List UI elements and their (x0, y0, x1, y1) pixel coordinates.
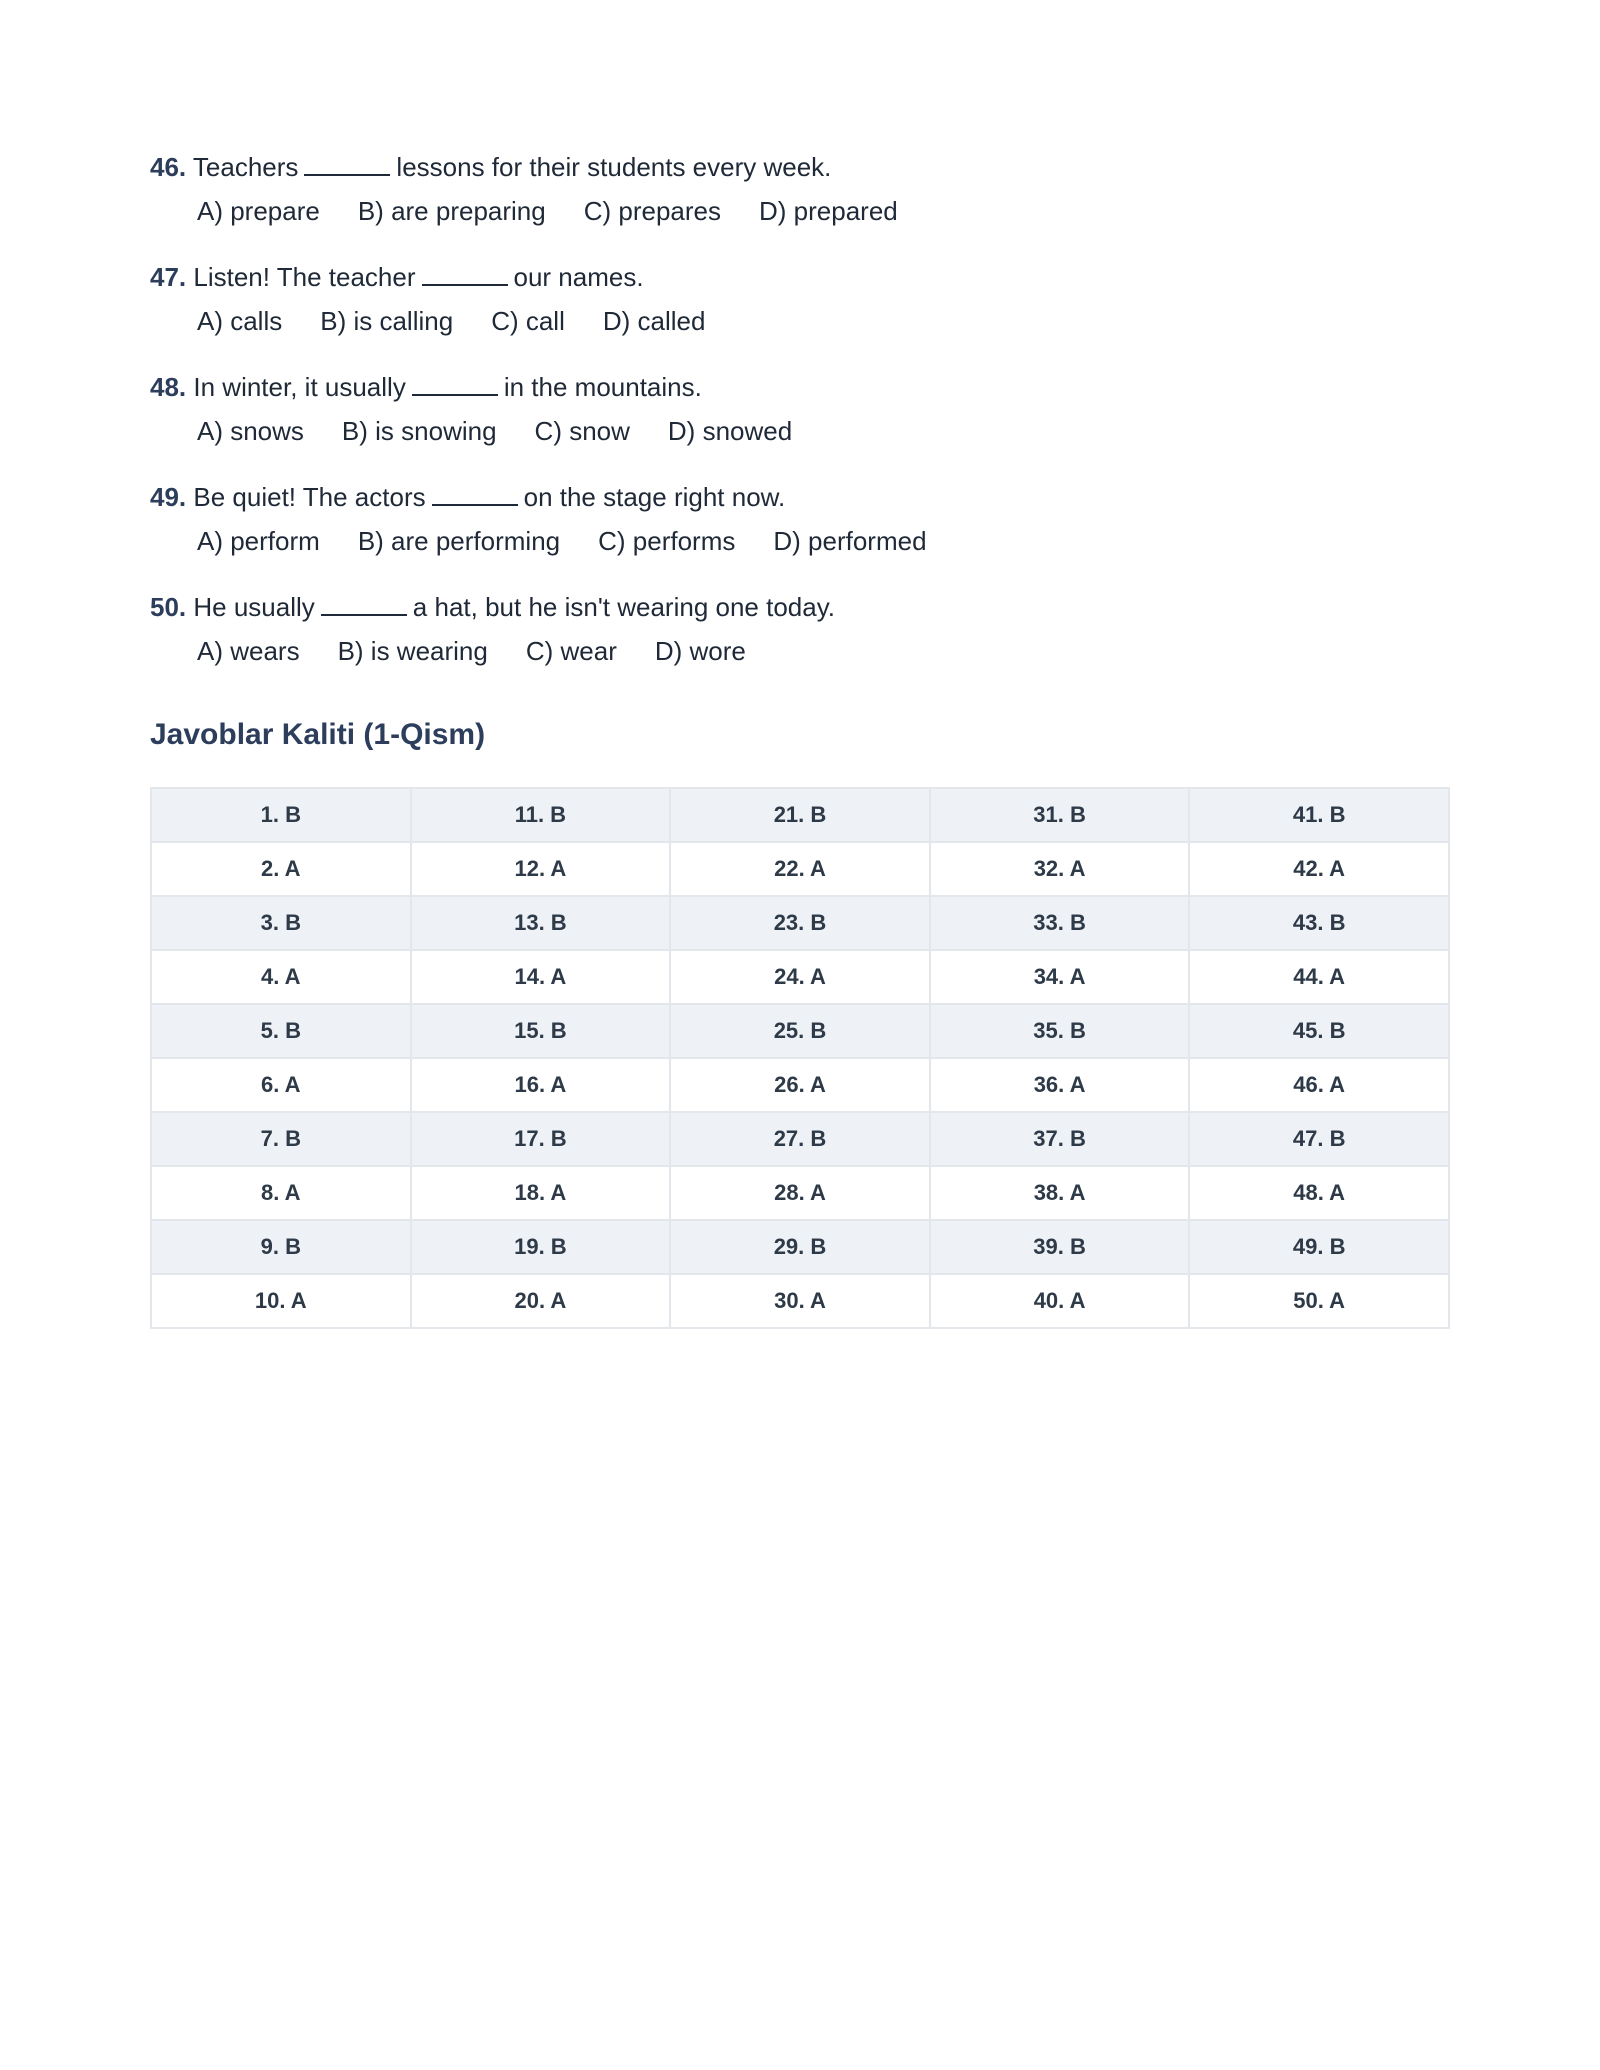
answer-options (150, 299, 1450, 343)
question-stem-start: Be quiet! The actors (193, 482, 426, 512)
question-stem-end: a hat, but he isn't wearing one today. (412, 592, 836, 622)
answer-key-cell: 2. A (151, 842, 411, 896)
answer-option: A) wears (197, 636, 300, 666)
table-row (151, 1220, 1449, 1274)
answer-option: A) prepare (197, 196, 320, 226)
answer-key-cell: 9. B (151, 1220, 411, 1274)
answer-option: B) is calling (320, 306, 454, 336)
answer-key-cell: 32. A (930, 842, 1190, 896)
answer-key-cell: 24. A (670, 950, 930, 1004)
answer-key-cell: 42. A (1189, 842, 1449, 896)
question-number: 50. (150, 592, 187, 622)
question-stem-end: our names. (513, 262, 644, 292)
answer-blank (412, 372, 498, 396)
answer-option: A) snows (197, 416, 304, 446)
answer-key-cell: 29. B (670, 1220, 930, 1274)
answer-key-cell: 17. B (411, 1112, 671, 1166)
question-list (150, 145, 1450, 673)
question-number: 48. (150, 372, 187, 402)
table-row (151, 1274, 1449, 1328)
table-row (151, 1058, 1449, 1112)
answer-option: C) wear (525, 636, 617, 666)
answer-key-cell: 47. B (1189, 1112, 1449, 1166)
answer-key-cell: 31. B (930, 788, 1190, 842)
answer-options (150, 409, 1450, 453)
question-stem-start: He usually (193, 592, 315, 622)
question-text (150, 145, 1450, 189)
answer-key-cell: 34. A (930, 950, 1190, 1004)
question-stem-end: in the mountains. (503, 372, 702, 402)
answer-key-cell: 46. A (1189, 1058, 1449, 1112)
answer-option: C) performs (598, 526, 736, 556)
answer-options (150, 629, 1450, 673)
answer-key-cell: 21. B (670, 788, 930, 842)
question-text (150, 255, 1450, 299)
question-stem-end: on the stage right now. (523, 482, 786, 512)
answer-option: C) call (491, 306, 565, 336)
answer-key-table (150, 787, 1450, 1329)
answer-option: C) prepares (583, 196, 722, 226)
answer-option: A) calls (197, 306, 283, 336)
answer-key-cell: 41. B (1189, 788, 1449, 842)
answer-option: D) called (602, 306, 706, 336)
answer-key-cell: 35. B (930, 1004, 1190, 1058)
answer-key-cell: 16. A (411, 1058, 671, 1112)
answer-key-cell: 12. A (411, 842, 671, 896)
answer-key-cell: 36. A (930, 1058, 1190, 1112)
table-row (151, 1166, 1449, 1220)
answer-option: B) is wearing (337, 636, 488, 666)
question-text (150, 585, 1450, 629)
answer-key-cell: 45. B (1189, 1004, 1449, 1058)
answer-key-cell: 4. A (151, 950, 411, 1004)
answer-key-cell: 1. B (151, 788, 411, 842)
question-item (150, 145, 1450, 233)
answer-key-cell: 11. B (411, 788, 671, 842)
answer-key-cell: 8. A (151, 1166, 411, 1220)
answer-key-cell: 5. B (151, 1004, 411, 1058)
answer-key-cell: 40. A (930, 1274, 1190, 1328)
question-number: 46. (150, 152, 187, 182)
table-row (151, 1004, 1449, 1058)
answer-key-cell: 39. B (930, 1220, 1190, 1274)
table-row (151, 950, 1449, 1004)
answer-options (150, 519, 1450, 563)
answer-key-cell: 48. A (1189, 1166, 1449, 1220)
question-text (150, 365, 1450, 409)
question-stem-start: Teachers (192, 152, 299, 182)
table-row (151, 788, 1449, 842)
document-page (150, 145, 1450, 1329)
answer-key-cell: 23. B (670, 896, 930, 950)
answer-key-cell: 33. B (930, 896, 1190, 950)
answer-option: D) performed (773, 526, 927, 556)
table-row (151, 842, 1449, 896)
question-stem-end: lessons for their students every week. (396, 152, 832, 182)
answer-option: D) prepared (759, 196, 898, 226)
answer-key-cell: 7. B (151, 1112, 411, 1166)
answer-key-cell: 28. A (670, 1166, 930, 1220)
table-row (151, 896, 1449, 950)
answer-option: B) is snowing (341, 416, 497, 446)
answer-option: B) are performing (357, 526, 561, 556)
answer-key-cell: 13. B (411, 896, 671, 950)
answer-key-cell: 30. A (670, 1274, 930, 1328)
question-number: 49. (150, 482, 187, 512)
answer-key-cell: 44. A (1189, 950, 1449, 1004)
question-text (150, 475, 1450, 519)
answer-option: C) snow (534, 416, 630, 446)
question-item (150, 365, 1450, 453)
answer-option: B) are preparing (357, 196, 546, 226)
answer-key-cell: 20. A (411, 1274, 671, 1328)
answer-key-cell: 14. A (411, 950, 671, 1004)
answer-key-cell: 18. A (411, 1166, 671, 1220)
answer-option: A) perform (197, 526, 320, 556)
table-row (151, 1112, 1449, 1166)
answer-key-title: Javoblar Kaliti (1-Qism) (150, 718, 486, 751)
answer-key-cell: 3. B (151, 896, 411, 950)
question-stem-start: Listen! The teacher (193, 262, 416, 292)
question-item (150, 475, 1450, 563)
answer-key-cell: 10. A (151, 1274, 411, 1328)
answer-blank (321, 592, 407, 616)
answer-blank (432, 482, 518, 506)
answer-key-cell: 25. B (670, 1004, 930, 1058)
answer-option: D) wore (654, 636, 746, 666)
answer-blank (304, 152, 390, 176)
answer-key-cell: 27. B (670, 1112, 930, 1166)
answer-key-cell: 26. A (670, 1058, 930, 1112)
answer-blank (422, 262, 508, 286)
answer-key-cell: 50. A (1189, 1274, 1449, 1328)
answer-key-cell: 37. B (930, 1112, 1190, 1166)
answer-key-cell: 49. B (1189, 1220, 1449, 1274)
answer-options (150, 189, 1450, 233)
question-stem-start: In winter, it usually (193, 372, 406, 402)
question-item (150, 585, 1450, 673)
answer-key-cell: 22. A (670, 842, 930, 896)
answer-key-cell: 19. B (411, 1220, 671, 1274)
answer-key-cell: 15. B (411, 1004, 671, 1058)
question-item (150, 255, 1450, 343)
question-number: 47. (150, 262, 187, 292)
answer-option: D) snowed (667, 416, 793, 446)
answer-key-cell: 43. B (1189, 896, 1449, 950)
answer-key-cell: 38. A (930, 1166, 1190, 1220)
answer-key-cell: 6. A (151, 1058, 411, 1112)
